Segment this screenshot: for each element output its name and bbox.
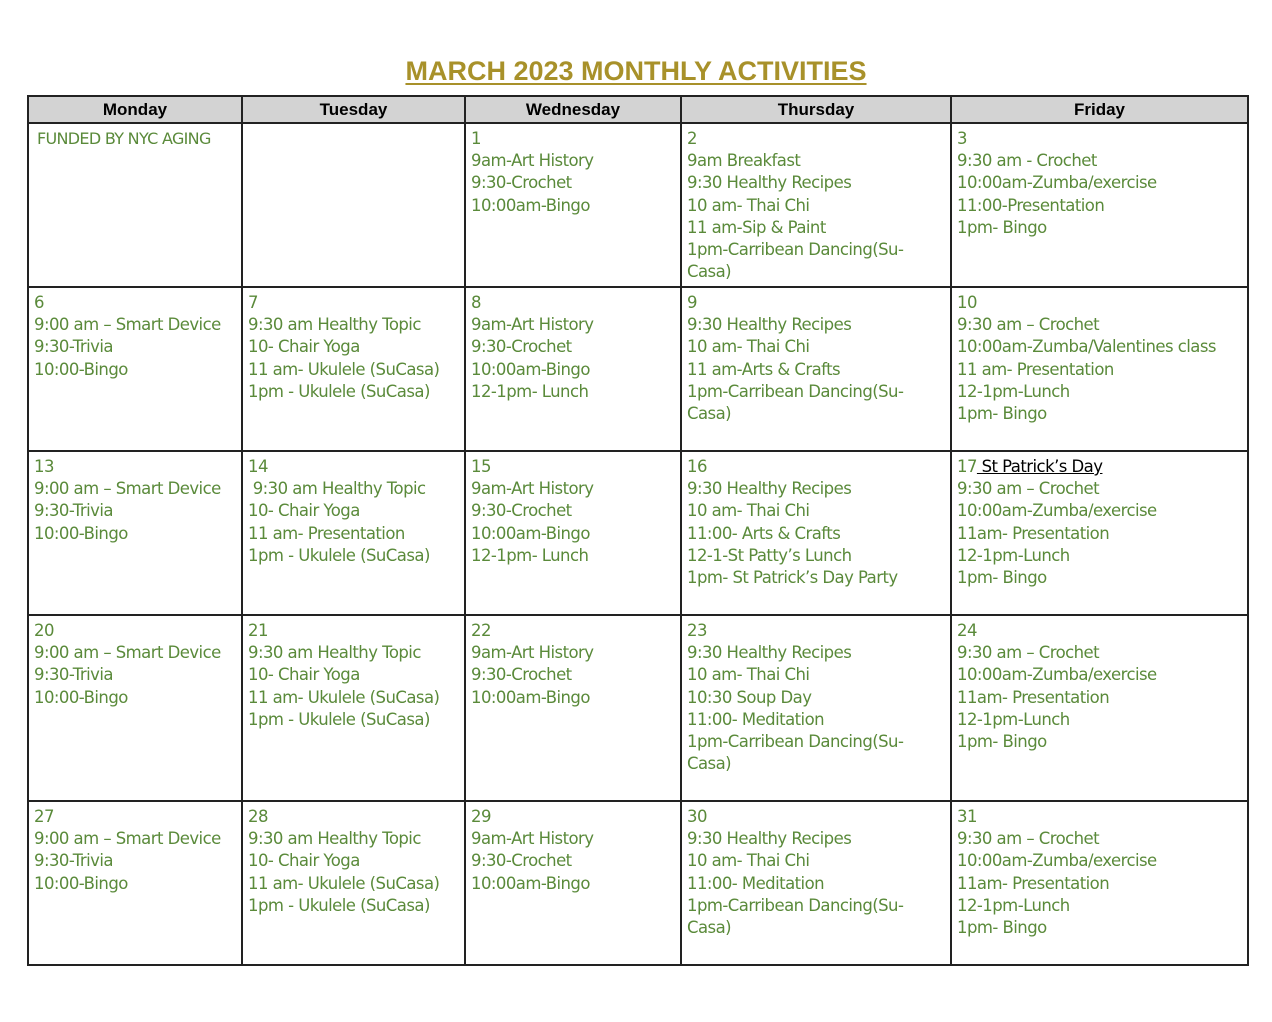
day-cell-mar-31	[951, 801, 1248, 965]
event-line: 10:30 Soup Day	[687, 687, 812, 707]
day-cell-mar-29	[465, 801, 681, 965]
funded-note: FUNDED BY NYC AGING	[37, 129, 211, 148]
event-line: 10:00am-Bingo	[471, 873, 590, 893]
day-number: 13	[34, 457, 54, 476]
event-line: 10:00am-Bingo	[471, 195, 590, 215]
event-line: 9:30 Healthy Recipes	[687, 315, 852, 335]
day-cell-mar-17	[951, 451, 1248, 615]
event-line: 10:00am-Zumba/Valentines class	[957, 337, 1216, 357]
event-line: 12-1pm-Lunch	[957, 545, 1070, 565]
header-tuesday: Tuesday	[242, 96, 465, 123]
event-line: 9:00 am – Smart Device	[34, 479, 221, 499]
week-row-3	[28, 451, 1248, 615]
day-number: 21	[248, 621, 268, 640]
event-line: 9:30-Trivia	[34, 851, 113, 871]
event-line: 10:00-Bingo	[34, 873, 128, 893]
page-title: MARCH 2023 MONTHLY ACTIVITIES	[405, 56, 867, 86]
event-line: 12-1pm-Lunch	[957, 381, 1070, 401]
day-number: 2	[687, 129, 697, 148]
day-number: 8	[471, 293, 481, 312]
event-line: 12-1pm-Lunch	[957, 895, 1070, 915]
event-line: 9:30-Crochet	[471, 851, 572, 871]
event-line: 9am-Art History	[471, 643, 594, 663]
header-monday: Monday	[28, 96, 242, 123]
event-line: 11 am- Ukulele (SuCasa)	[248, 873, 440, 893]
event-line: 9am-Art History	[471, 151, 594, 171]
event-line: 12-1pm-Lunch	[957, 709, 1070, 729]
event-line: 9:30 am - Crochet	[957, 151, 1097, 171]
event-line: 1pm - Ukulele (SuCasa)	[248, 709, 430, 729]
event-line: 12-1pm- Lunch	[471, 545, 589, 565]
event-line: 11 am- Ukulele (SuCasa)	[248, 359, 440, 379]
event-line: 11:00-Presentation	[957, 195, 1105, 215]
day-number: 17	[957, 457, 977, 476]
event-line: 9:30 Healthy Recipes	[687, 829, 852, 849]
event-line: 9:30 am – Crochet	[957, 315, 1100, 335]
event-line: 9am-Art History	[471, 829, 594, 849]
header-thursday: Thursday	[681, 96, 951, 123]
day-cell-mar-9	[681, 287, 951, 451]
event-line: 1pm- Bingo	[957, 217, 1047, 237]
event-line: 9:30 Healthy Recipes	[687, 479, 852, 499]
event-line: 11 am-Sip & Paint	[687, 217, 826, 237]
day-cell-mar-16	[681, 451, 951, 615]
event-line: 9:00 am – Smart Device	[34, 643, 221, 663]
event-line: 10:00am-Zumba/exercise	[957, 665, 1157, 685]
day-number: 28	[248, 807, 268, 826]
event-line: 9:30-Trivia	[34, 501, 113, 521]
event-line: 9:30 Healthy Recipes	[687, 643, 852, 663]
event-line: 1pm - Ukulele (SuCasa)	[248, 381, 430, 401]
event-line: 10- Chair Yoga	[248, 337, 360, 357]
event-line: 10:00-Bingo	[34, 687, 128, 707]
event-line: 11 am- Presentation	[248, 523, 405, 543]
day-cell-mar-21	[242, 615, 465, 801]
event-line: 11:00- Meditation	[687, 709, 825, 729]
day-cell-mar-30	[681, 801, 951, 965]
day-number: 30	[687, 807, 707, 826]
event-line: 9:30-Crochet	[471, 173, 572, 193]
day-number: 7	[248, 293, 258, 312]
event-line: 11am- Presentation	[957, 523, 1110, 543]
event-line: 10 am- Thai Chi	[687, 501, 810, 521]
event-line: 10- Chair Yoga	[248, 665, 360, 685]
event-line: 11 am- Ukulele (SuCasa)	[248, 687, 440, 707]
week-row-1	[28, 123, 1248, 287]
event-line: 10:00am-Zumba/exercise	[957, 501, 1157, 521]
holiday-label: St Patrick’s Day	[976, 457, 1103, 476]
event-line: 10- Chair Yoga	[248, 851, 360, 871]
day-cell-mar-24	[951, 615, 1248, 801]
day-number: 20	[34, 621, 54, 640]
day-number: 14	[248, 457, 268, 476]
event-line: 10:00am-Zumba/exercise	[957, 173, 1157, 193]
event-line: 1pm- Bingo	[957, 404, 1047, 424]
event-line: 9:30-Crochet	[471, 337, 572, 357]
event-line: 9:30-Trivia	[34, 665, 113, 685]
day-cell-mar-3	[951, 123, 1248, 287]
event-line: 9am Breakfast	[687, 151, 801, 171]
event-line: 10:00am-Bingo	[471, 359, 590, 379]
event-line: 9:30 am Healthy Topic	[248, 829, 421, 849]
event-line: 9:00 am – Smart Device	[34, 829, 221, 849]
day-number: 29	[471, 807, 491, 826]
event-line: 1pm-Carribean Dancing(Su-Casa)	[687, 732, 904, 774]
day-cell-mar-7	[242, 287, 465, 451]
event-line: 10:00-Bingo	[34, 523, 128, 543]
day-number: 6	[34, 293, 44, 312]
event-line: 10- Chair Yoga	[248, 501, 360, 521]
calendar-table	[27, 95, 1249, 966]
event-line: 9:30-Trivia	[34, 337, 113, 357]
day-number: 3	[957, 129, 967, 148]
event-line: 10 am- Thai Chi	[687, 337, 810, 357]
event-line: 12-1-St Patty’s Lunch	[687, 545, 852, 565]
event-line: 9:30-Crochet	[471, 665, 572, 685]
day-cell-mar-8	[465, 287, 681, 451]
event-line: 10 am- Thai Chi	[687, 195, 810, 215]
header-friday: Friday	[951, 96, 1248, 123]
day-cell-mar-27	[28, 801, 242, 965]
day-number-with-holiday	[957, 456, 1243, 478]
day-number: 9	[687, 293, 697, 312]
event-line: 9:30 am – Crochet	[957, 829, 1100, 849]
day-number: 23	[687, 621, 707, 640]
event-line: 1pm- Bingo	[957, 568, 1047, 588]
event-line: 11 am- Presentation	[957, 359, 1114, 379]
day-number: 16	[687, 457, 707, 476]
event-line: 10:00am-Bingo	[471, 687, 590, 707]
event-line: 9:30 am Healthy Topic	[248, 315, 421, 335]
event-line: 11:00- Arts & Crafts	[687, 523, 841, 543]
day-number: 24	[957, 621, 977, 640]
week-row-2	[28, 287, 1248, 451]
event-line: 9:30 am Healthy Topic	[248, 479, 426, 499]
day-cell-mar-14	[242, 451, 465, 615]
day-cell-monday-week-1	[28, 123, 242, 287]
event-line: 9am-Art History	[471, 315, 594, 335]
event-line: 11am- Presentation	[957, 687, 1110, 707]
day-cell-mar-23	[681, 615, 951, 801]
event-line: 12-1pm- Lunch	[471, 381, 589, 401]
day-cell-mar-1	[465, 123, 681, 287]
day-cell-mar-15	[465, 451, 681, 615]
event-line: 1pm - Ukulele (SuCasa)	[248, 545, 430, 565]
day-cell-mar-22	[465, 615, 681, 801]
event-line: 1pm- Bingo	[957, 918, 1047, 938]
event-line: 9:30 am – Crochet	[957, 479, 1100, 499]
event-line: 9:30 am Healthy Topic	[248, 643, 421, 663]
event-line: 9:30 am – Crochet	[957, 643, 1100, 663]
day-number: 31	[957, 807, 977, 826]
day-cell-mar-2	[681, 123, 951, 287]
day-cell-tuesday-week-1	[242, 123, 465, 287]
event-line: 1pm- Bingo	[957, 732, 1047, 752]
week-row-4	[28, 615, 1248, 801]
event-line: 9:00 am – Smart Device	[34, 315, 221, 335]
day-number: 15	[471, 457, 491, 476]
week-row-5	[28, 801, 1248, 965]
event-line: 1pm- St Patrick’s Day Party	[687, 568, 898, 588]
event-line: 1pm-Carribean Dancing(Su-Casa)	[687, 895, 904, 938]
day-cell-mar-13	[28, 451, 242, 615]
day-number: 27	[34, 807, 54, 826]
weekday-header-row	[28, 96, 1248, 123]
event-line: 10:00-Bingo	[34, 359, 128, 379]
day-number: 1	[471, 129, 481, 148]
header-wednesday: Wednesday	[465, 96, 681, 123]
event-line: 10 am- Thai Chi	[687, 851, 810, 871]
event-line: 10:00am-Bingo	[471, 523, 590, 543]
event-line: 9am-Art History	[471, 479, 594, 499]
day-number: 22	[471, 621, 491, 640]
event-line: 11 am-Arts & Crafts	[687, 359, 841, 379]
day-cell-mar-20	[28, 615, 242, 801]
event-line: 10 am- Thai Chi	[687, 665, 810, 685]
event-line: 1pm-Carribean Dancing(Su-Casa)	[687, 381, 904, 424]
day-cell-mar-10	[951, 287, 1248, 451]
event-line: 9:30 Healthy Recipes	[687, 173, 852, 193]
event-line: 9:30-Crochet	[471, 501, 572, 521]
event-line: 10:00am-Zumba/exercise	[957, 851, 1157, 871]
event-line: 11:00- Meditation	[687, 873, 825, 893]
event-line: 1pm-Carribean Dancing(Su-Casa)	[687, 240, 904, 282]
day-cell-mar-28	[242, 801, 465, 965]
event-line: 11am- Presentation	[957, 873, 1110, 893]
day-cell-mar-6	[28, 287, 242, 451]
day-number: 10	[957, 293, 977, 312]
event-line: 1pm - Ukulele (SuCasa)	[248, 895, 430, 915]
